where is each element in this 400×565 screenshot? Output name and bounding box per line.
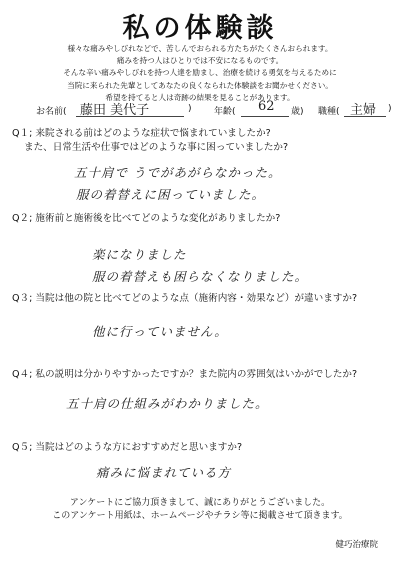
question-text: Q２; 施術前と施術後を比べてどのような変化がありましたか? [12, 213, 281, 224]
question-1 [12, 127, 397, 154]
question-3 [12, 292, 397, 306]
clinic-name: 健巧治療院 [335, 540, 378, 550]
question-text: Q３; 当院は他の院と比べてどのような点（施術内容・効果など）が違いますか? [12, 293, 358, 304]
question-4 [12, 368, 397, 382]
job-underline [344, 116, 386, 117]
answer-4-line-1: 五十肩の仕組みがわかりました。 [66, 396, 269, 411]
page-title: 私の体験談 [122, 13, 278, 44]
footer-line: アンケートにご協力頂きまして、誠にありがとうございました。 [69, 498, 331, 508]
question-text: Q５; 当院はどのような方におすすめだと思いますか? [12, 442, 243, 453]
question-text: また、日常生活や仕事ではどのような事に困っていましたか? [24, 141, 289, 153]
age-unit: 歳) [291, 107, 304, 117]
intro-line: 当院に来られた先輩としてあなたの良くなられた体験談をお聞かせください。 [67, 80, 333, 90]
name-value: 藤田 美代子 [80, 103, 150, 118]
name-label: お名前( [36, 107, 67, 117]
intro-line: 様々な痛みやしびれなどで、苦しんでおられる方たちがたくさんおられます。 [67, 44, 333, 53]
job-value: 主婦 [350, 103, 377, 118]
answer-1-line-1: 五十肩で うでがあがらなかった。 [74, 165, 282, 180]
intro-text [0, 43, 400, 104]
answer-1-line-2: 服の着替えに困っていました。 [76, 187, 266, 202]
age-underline [241, 116, 289, 117]
intro-line: そんな辛い痛みやしびれを持つ人達を励まし、治療を続ける勇気を与えるために [63, 68, 337, 78]
answer-2-line-1: 楽になりました [92, 247, 187, 262]
question-2 [12, 212, 397, 226]
respondent-info [36, 99, 392, 119]
age-label: 年齢( [214, 107, 236, 117]
answer-2-line-2: 服の着替えも困らなくなりました。 [92, 269, 309, 284]
intro-line: 痛みを持つ人はひとりでは不安になるものです。 [116, 56, 284, 66]
job-label: 職種( [318, 107, 340, 117]
answer-5-line-1: 痛みに悩まれている方 [96, 465, 232, 480]
age-value: 62 [258, 99, 275, 114]
intro-line: 希望を持てると人は奇跡の結果を見ることがあります。 [105, 92, 295, 102]
footer-line: このアンケート用紙は、ホームページやチラシ等に掲載させて頂きます。 [52, 511, 348, 521]
question-text: Q１; 来院される前はどのような症状で悩まれていましたか? [12, 128, 271, 139]
question-5 [12, 441, 397, 455]
name-underline [76, 116, 184, 117]
job-close: ) [388, 104, 392, 114]
footer-note [0, 497, 400, 523]
answer-3-line-1: 他に行っていません。 [92, 324, 228, 339]
question-text: Q４; 私の説明は分かりやすかったですか？また院内の雰囲気はいかがでしたか? [12, 369, 358, 380]
name-close: ) [188, 104, 192, 114]
